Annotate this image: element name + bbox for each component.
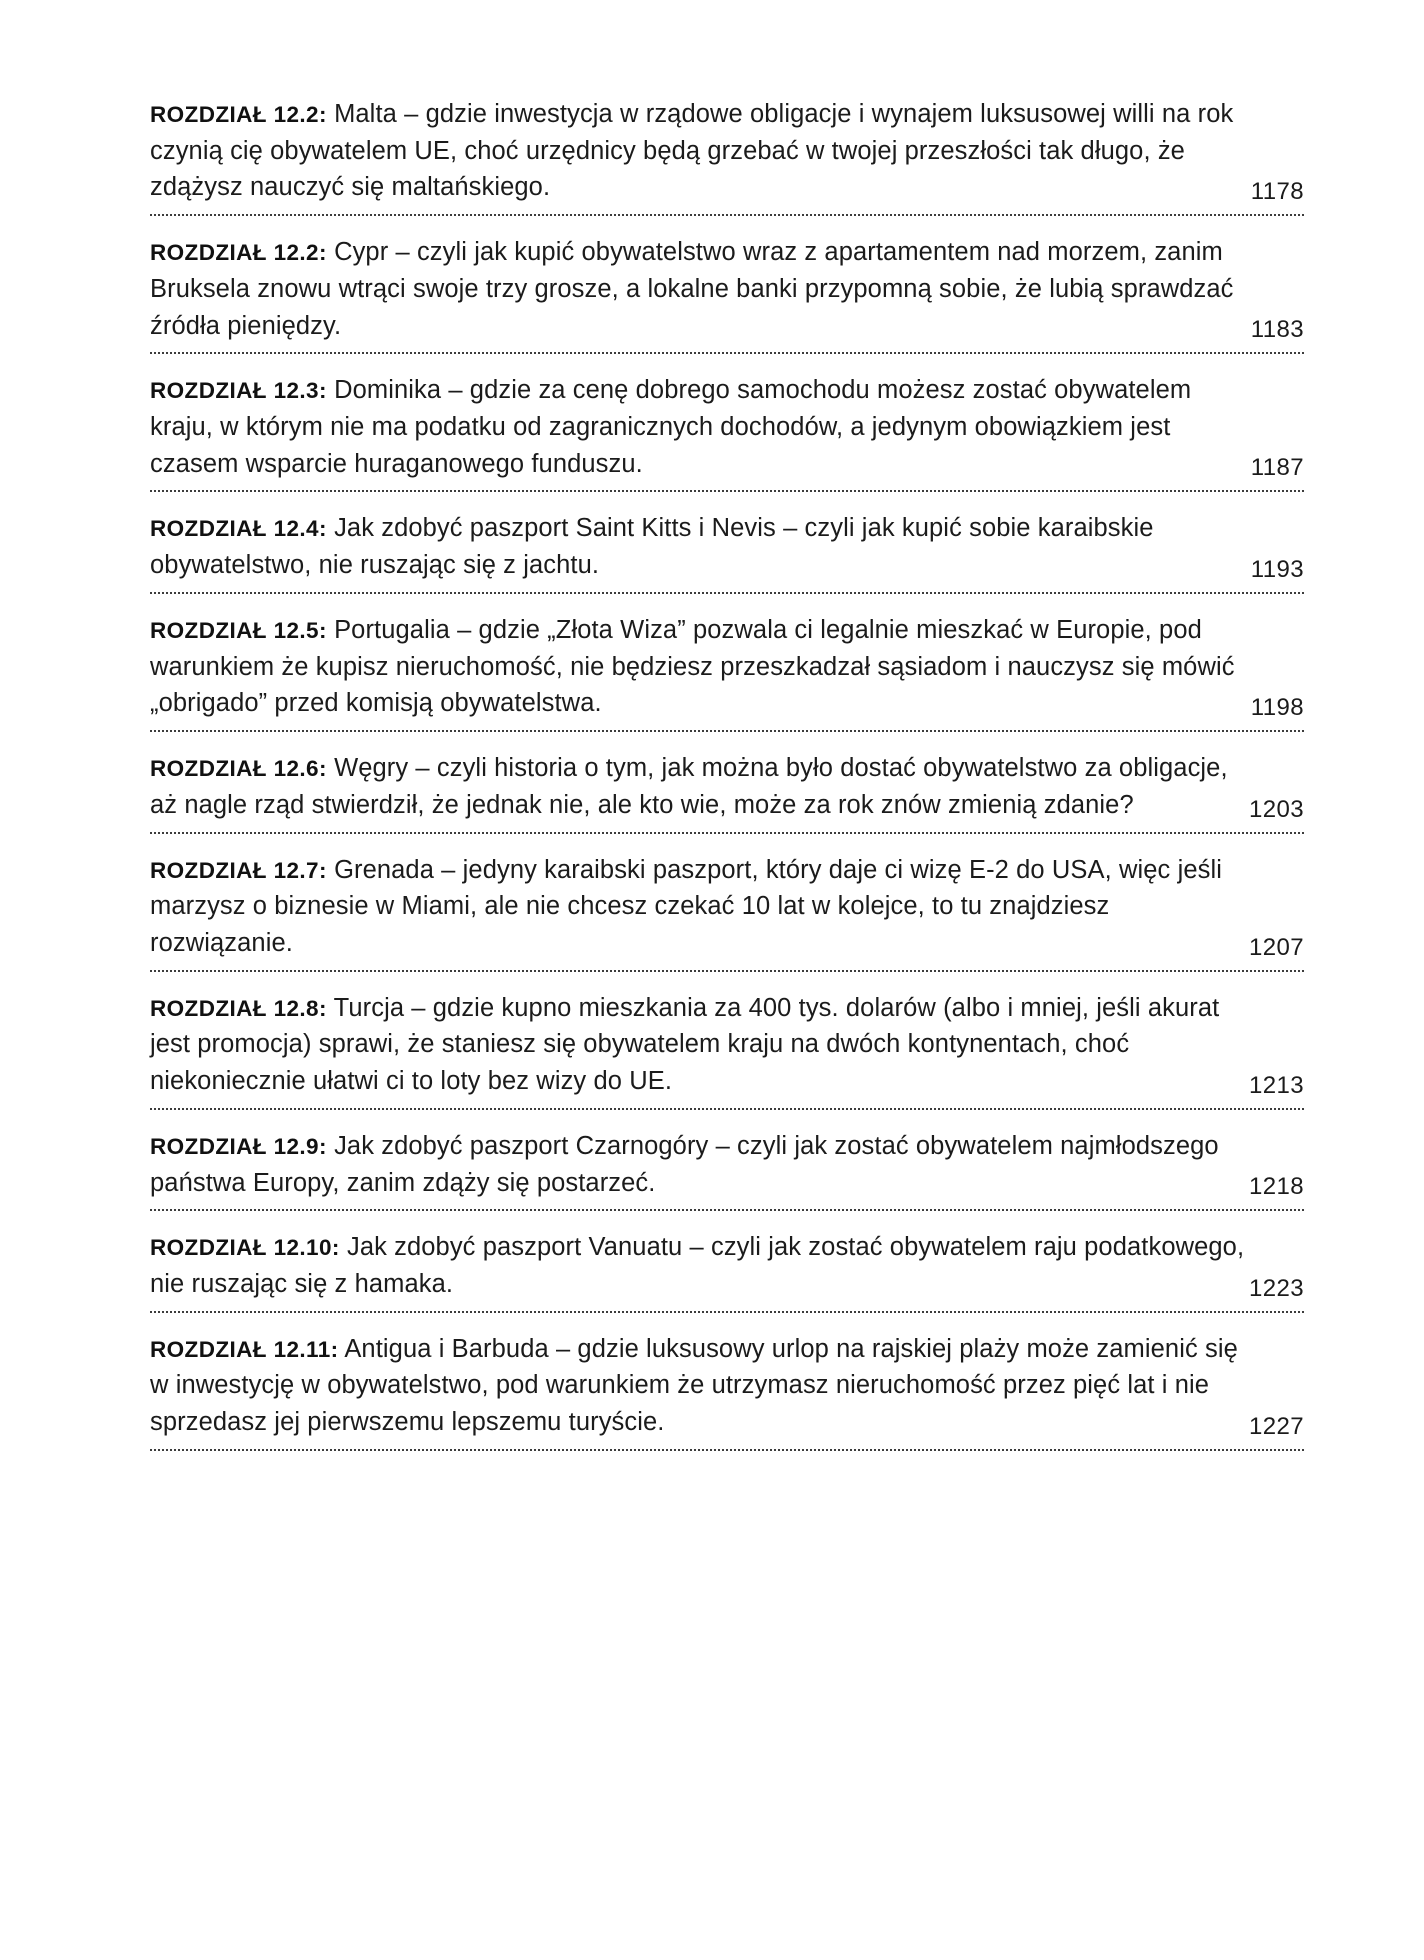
toc-entry-text [150, 96, 1250, 206]
toc-page-number: 1193 [1237, 558, 1304, 582]
toc-entry-title: Dominika – gdzie za cenę dobrego samochodu możesz zostać obywatelem kraju, w którym nie ma podatku od zagranicznych dochodów, a jedynym obowiązkiem jest czasem wsparcie huraganowego funduszu. [150, 376, 1192, 478]
toc-entry-title: Antigua i Barbuda – gdzie luksusowy urlop na rajskiej plaży może zamienić się w inwestycję w obywatelstwo, pod warunkiem że utrzymasz nieruchomość przez pięć lat i nie sprzedasz jej pierwszemu lepszemu turyście. [150, 1334, 1238, 1437]
toc-leader-dots [150, 592, 1304, 594]
toc-entry[interactable] [150, 990, 1304, 1110]
toc-entry-text [150, 852, 1250, 962]
toc-entry-chapter-label: ROZDZIAŁ 12.2: [150, 102, 327, 127]
toc-entry-title: Jak zdobyć paszport Czarnogóry – czyli jak zostać obywatelem najmłodszego państwa Europy, zanim zdąży się postarzeć. [150, 1131, 1219, 1197]
toc-leader-dots [150, 1449, 1304, 1451]
toc-entry-text [150, 372, 1250, 482]
toc-page-number: 1218 [1235, 1175, 1304, 1199]
toc-leader-dots [150, 1108, 1304, 1110]
toc-page-number: 1203 [1235, 798, 1304, 822]
toc-entry-chapter-label: ROZDZIAŁ 12.9: [150, 1133, 327, 1159]
toc-entry-chapter-label: ROZDZIAŁ 12.7: [150, 857, 327, 883]
toc-page-number: 1183 [1237, 318, 1304, 342]
toc-page-number: 1213 [1235, 1074, 1304, 1098]
toc-entry-text [150, 510, 1250, 583]
table-of-contents [150, 96, 1304, 1451]
toc-entry[interactable] [150, 510, 1304, 593]
toc-entry-title: Grenada – jedyny karaibski paszport, który daje ci wizę E-2 do USA, więc jeśli marzysz o biznesie w Miami, ale nie chcesz czekać 10 lat w kolejce, to tu znajdziesz rozwiązanie. [150, 855, 1222, 957]
toc-entry-title: Jak zdobyć paszport Vanuatu – czyli jak zostać obywatelem raju podatkowego, nie ruszając się z hamaka. [150, 1233, 1245, 1298]
toc-entry[interactable] [150, 612, 1304, 732]
toc-leader-dots [150, 970, 1304, 972]
toc-entry-text [150, 1229, 1250, 1302]
toc-leader-dots [150, 1311, 1304, 1313]
toc-entry-chapter-label: ROZDZIAŁ 12.5: [150, 617, 327, 643]
toc-entry[interactable] [150, 1331, 1304, 1451]
toc-entry-chapter-label: ROZDZIAŁ 12.8: [150, 995, 327, 1021]
toc-entry[interactable] [150, 372, 1304, 492]
toc-entry-title: Węgry – czyli historia o tym, jak można było dostać obywatelstwo za obligacje, aż nagle rząd stwierdził, że jednak nie, ale kto wie, może za rok znów zmienią zdanie? [150, 754, 1228, 819]
toc-leader-dots [150, 832, 1304, 834]
toc-entry-chapter-label: ROZDZIAŁ 12.4: [150, 516, 327, 542]
toc-entry-text [150, 612, 1250, 722]
toc-entry-chapter-label: ROZDZIAŁ 12.2: [150, 240, 327, 266]
toc-entry[interactable] [150, 1128, 1304, 1211]
toc-page-number: 1207 [1235, 936, 1304, 960]
toc-page-number: 1187 [1237, 456, 1304, 480]
toc-entry-title: Malta – gdzie inwestycja w rządowe obligacje i wynajem luksusowej willi na rok czynią cię obywatelem UE, choć urzędnicy będą grzebać w twojej przeszłości tak długo, że zdążysz nauczyć się maltańskiego. [150, 100, 1234, 202]
toc-entry[interactable] [150, 750, 1304, 833]
toc-page-number: 1198 [1237, 696, 1304, 720]
toc-entry-title: Jak zdobyć paszport Saint Kitts i Nevis – czyli jak kupić sobie karaibskie obywatelstwo, nie ruszając się z jachtu. [150, 514, 1154, 580]
toc-leader-dots [150, 1209, 1304, 1211]
toc-entry-title: Portugalia – gdzie „Złota Wiza” pozwala ci legalnie mieszkać w Europie, pod warunkiem że kupisz nieruchomość, nie będziesz przeszkadzał sąsiadom i nauczysz się mówić „obrigado” przed komisją obywatelstwa. [150, 615, 1235, 718]
toc-entry-title: Cypr – czyli jak kupić obywatelstwo wraz z apartamentem nad morzem, zanim Bruksela znowu wtrąci swoje trzy grosze, a lokalne banki przypomną sobie, że lubią sprawdzać źródła pieniędzy. [150, 238, 1234, 340]
toc-page-number: 1178 [1237, 180, 1304, 204]
toc-entry-chapter-label: ROZDZIAŁ 12.10: [150, 1235, 340, 1261]
toc-entry[interactable] [150, 96, 1304, 216]
toc-page-number: 1223 [1235, 1277, 1304, 1301]
toc-entry-text [150, 1128, 1250, 1201]
toc-leader-dots [150, 214, 1304, 216]
toc-entry-text [150, 990, 1250, 1100]
toc-page-number: 1227 [1235, 1415, 1304, 1439]
toc-entry[interactable] [150, 234, 1304, 354]
toc-entry-text [150, 1331, 1250, 1441]
toc-entry-chapter-label: ROZDZIAŁ 12.6: [150, 756, 327, 782]
toc-entry-chapter-label: ROZDZIAŁ 12.3: [150, 378, 327, 404]
toc-leader-dots [150, 730, 1304, 732]
toc-entry-text [150, 750, 1250, 823]
toc-entry-text [150, 234, 1250, 344]
toc-entry-chapter-label: ROZDZIAŁ 12.11: [150, 1336, 339, 1362]
toc-leader-dots [150, 490, 1304, 492]
toc-leader-dots [150, 352, 1304, 354]
toc-entry[interactable] [150, 852, 1304, 972]
toc-entry[interactable] [150, 1229, 1304, 1312]
toc-entry-title: Turcja – gdzie kupno mieszkania za 400 tys. dolarów (albo i mniej, jeśli akurat jest promocja) sprawi, że staniesz się obywatelem kraju na dwóch kontynentach, choć niekoniecznie ułatwi ci to loty bez wizy do UE. [150, 993, 1220, 1096]
